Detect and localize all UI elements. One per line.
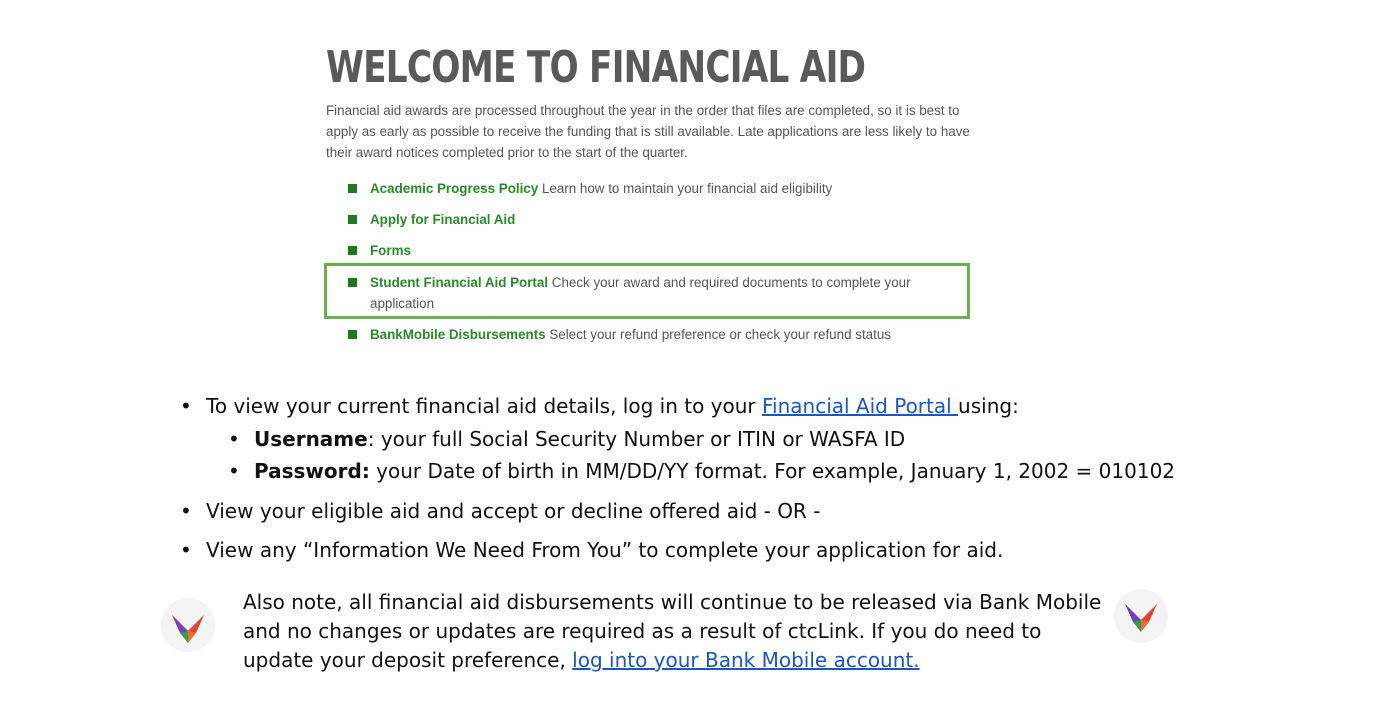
forms-link[interactable]: Forms bbox=[370, 243, 411, 258]
bullet-text: View your eligible aid and accept or decline offered aid - OR - bbox=[206, 499, 821, 523]
note-text: Also note, all financial aid disbursements will continue to be released via Bank Mobile and no changes or updates are required as a result of ctcLink. If you do need to update your deposit preference, bbox=[243, 590, 1102, 672]
bullet-square-icon bbox=[348, 184, 357, 193]
bullet-square-icon bbox=[348, 330, 357, 339]
apply-financial-aid-link[interactable]: Apply for Financial Aid bbox=[370, 212, 516, 227]
academic-progress-policy-link[interactable]: Academic Progress Policy bbox=[370, 181, 539, 196]
bullet-square-icon bbox=[348, 246, 357, 255]
password-label: Password: bbox=[254, 459, 370, 483]
bullet-text: using: bbox=[958, 394, 1019, 418]
link-description: Select your refund preference or check your refund status bbox=[545, 327, 891, 342]
bullet-dot: • bbox=[180, 499, 192, 523]
username-label: Username bbox=[254, 427, 368, 451]
intro-paragraph: Financial aid awards are processed throughout the year in the order that files are completed, so it is best to apply as early as possible to receive the funding that is still available. Late applications are less likely to have their award notices completed prior to the start of the quarter. bbox=[326, 103, 970, 160]
list-item bbox=[348, 178, 832, 199]
bullet-text: To view your current financial aid details, log in to your bbox=[206, 394, 762, 418]
student-portal-link[interactable]: Student Financial Aid Portal bbox=[370, 275, 549, 290]
bullet-dot: • bbox=[228, 427, 240, 451]
bullet-dot: • bbox=[180, 394, 192, 418]
financial-aid-portal-link[interactable]: Financial Aid Portal bbox=[762, 394, 959, 418]
bank-mobile-account-link[interactable]: log into your Bank Mobile account. bbox=[572, 648, 920, 672]
list-item bbox=[348, 209, 515, 230]
page-title: WELCOME TO FINANCIAL AID bbox=[326, 42, 866, 93]
bullet-text: View any “Information We Need From You” to complete your application for aid. bbox=[206, 538, 1004, 562]
bankmobile-logo-icon bbox=[1113, 588, 1169, 644]
bankmobile-disbursements-link[interactable]: BankMobile Disbursements bbox=[370, 327, 546, 342]
password-text: your Date of birth in MM/DD/YY format. For example, January 1, 2002 = 010102 bbox=[369, 459, 1176, 483]
link-description: Learn how to maintain your financial aid eligibility bbox=[538, 181, 833, 196]
list-item bbox=[348, 324, 891, 345]
list-item bbox=[348, 240, 411, 261]
username-text: : your full Social Security Number or ITIN or WASFA ID bbox=[367, 427, 906, 451]
portal-highlight-box bbox=[324, 263, 970, 319]
bank-mobile-note bbox=[243, 588, 1103, 675]
link-description: Check your award and required documents to complete your application bbox=[370, 275, 911, 311]
bullet-square-icon bbox=[348, 215, 357, 224]
bankmobile-logo-icon bbox=[160, 597, 216, 653]
bullet-dot: • bbox=[228, 459, 240, 483]
financial-aid-web-snippet bbox=[326, 40, 1006, 342]
bullet-dot: • bbox=[180, 538, 192, 562]
